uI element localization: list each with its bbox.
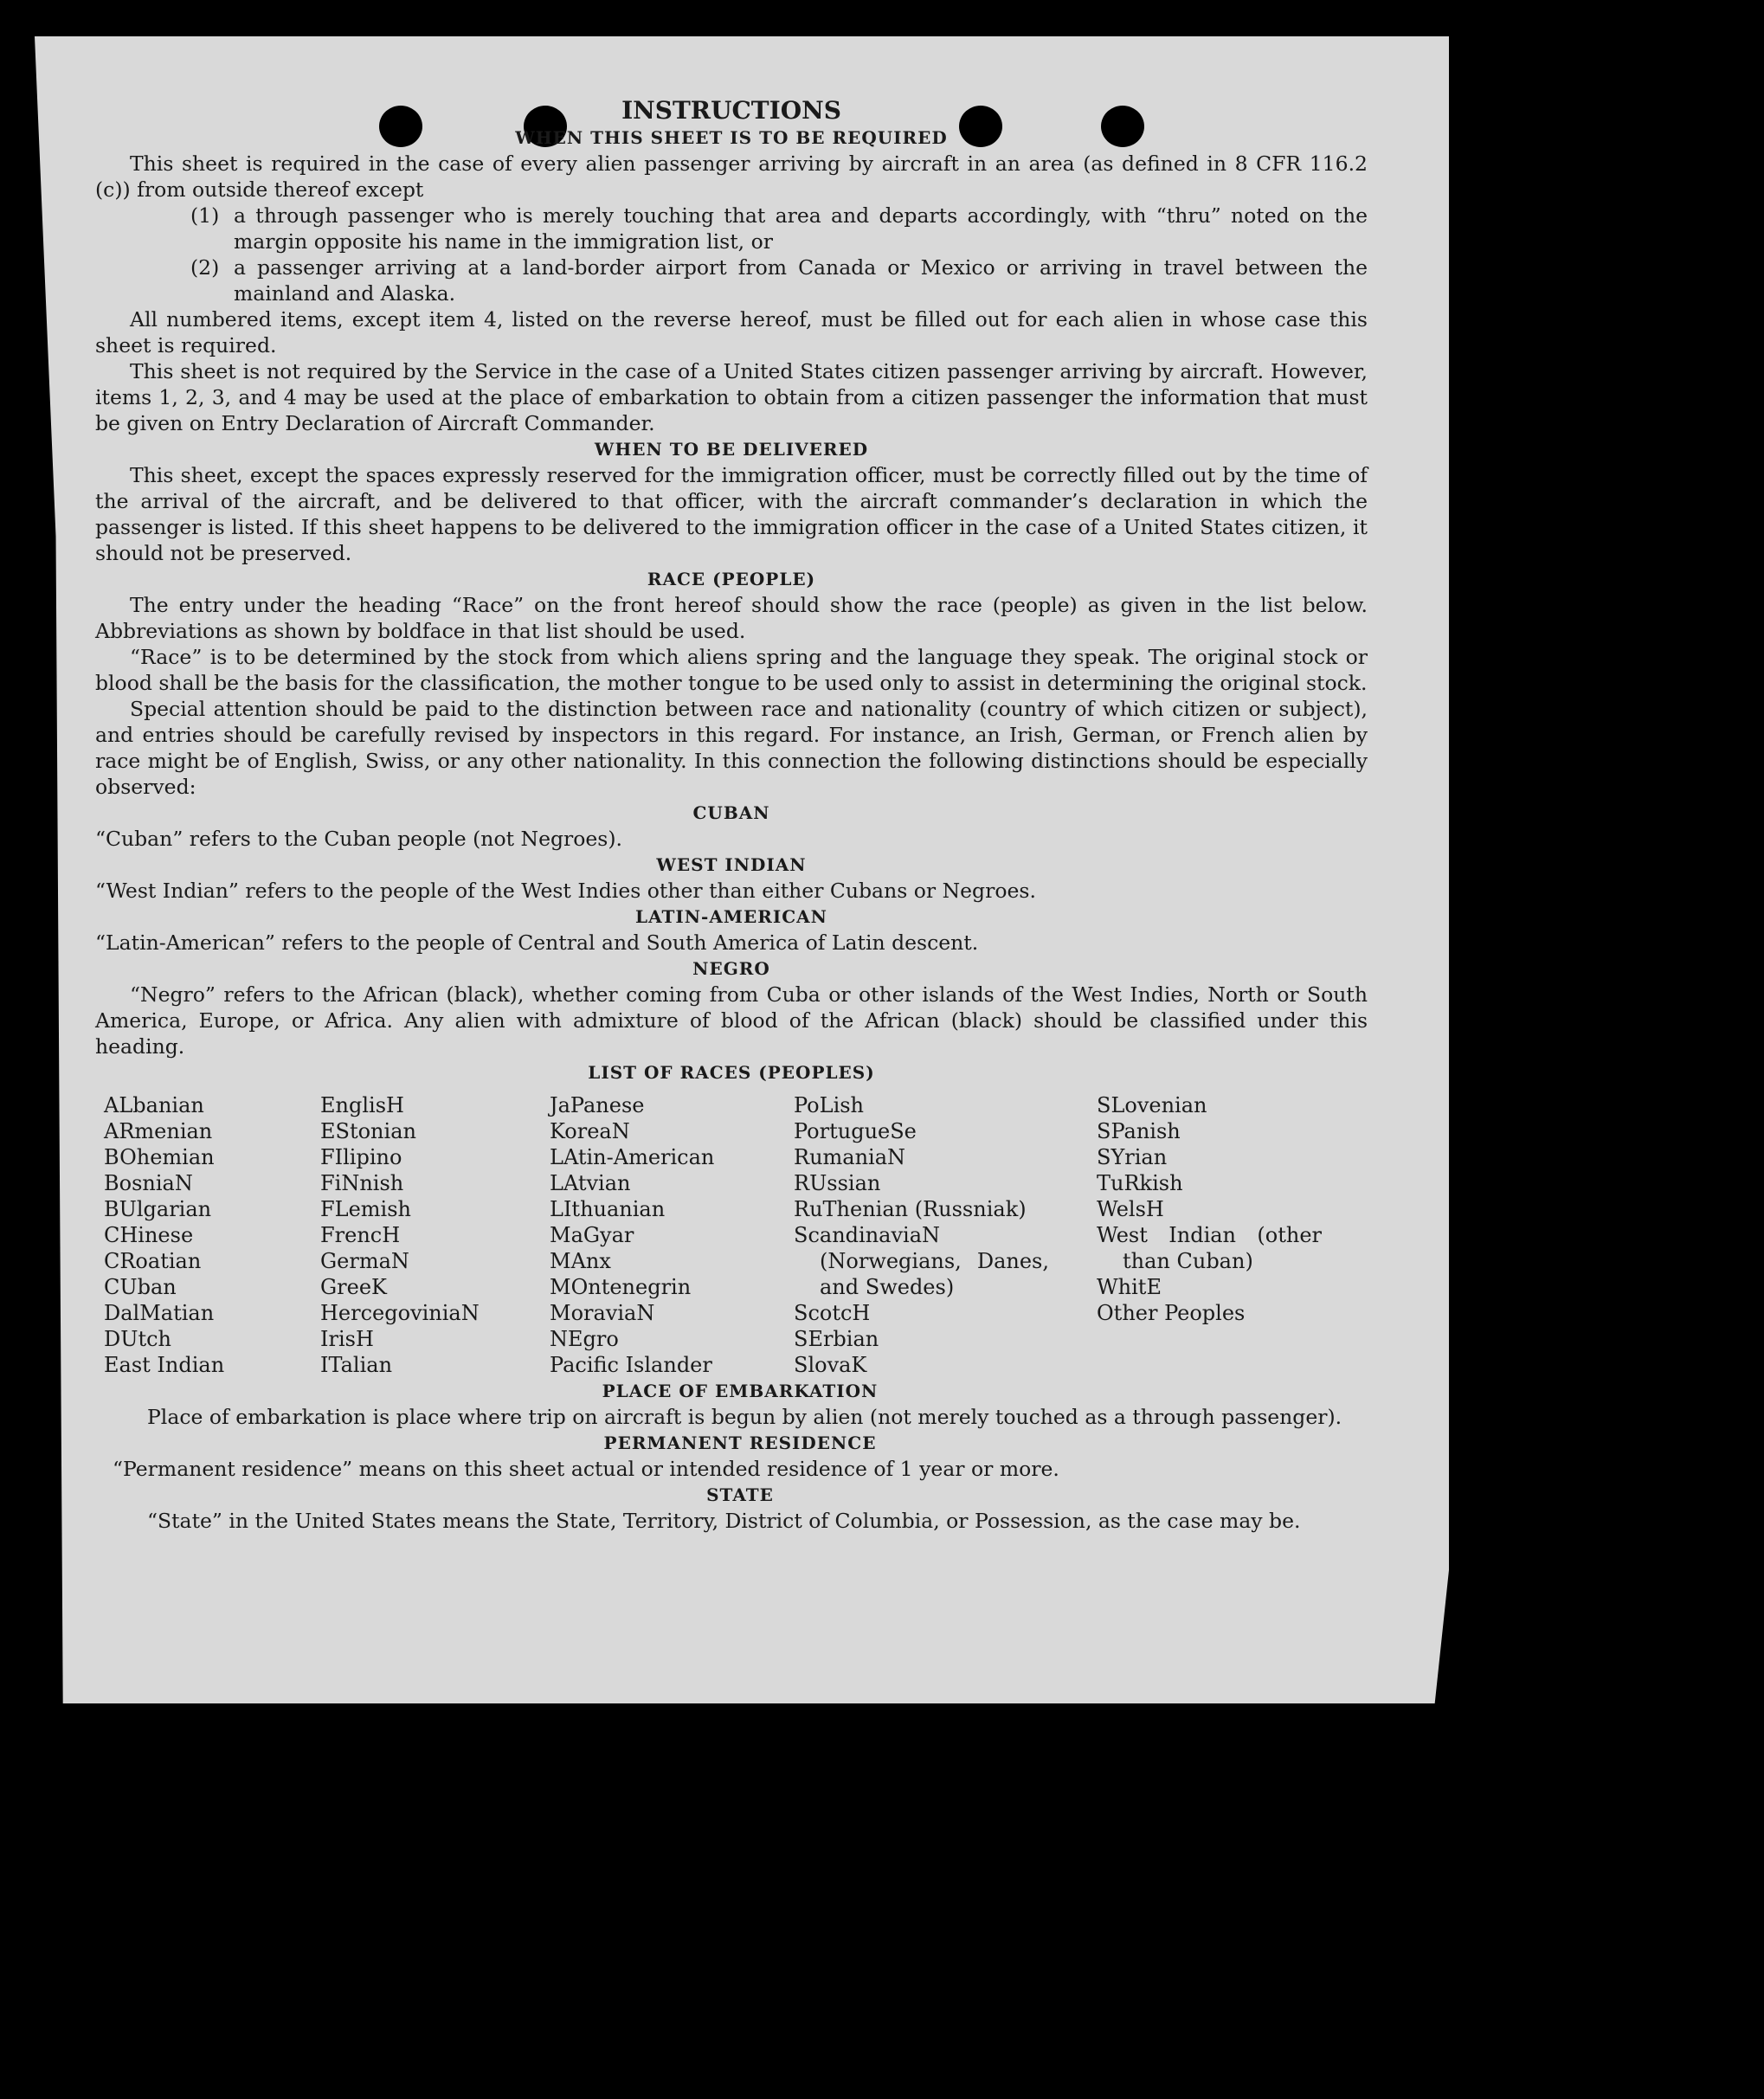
race-entry: SlovaK (794, 1353, 867, 1377)
item-text: a through passenger who is merely touching that area and departs accordingly, with “thru” noted on the margin opposite his name in the immigration list, or (234, 203, 1368, 254)
race-entry: FiNnish (320, 1171, 404, 1195)
section-heading: PERMANENT RESIDENCE (603, 1433, 877, 1453)
race-entry: MAnx (550, 1249, 611, 1273)
race-entry: WelsH (1097, 1197, 1164, 1221)
race-entry: BUlgarian (104, 1197, 212, 1221)
race-entry: ALbanian (104, 1093, 204, 1117)
race-entry: GreeK (320, 1275, 387, 1299)
definition: Place of embarkation is place where trip on aircraft is begun by alien (not merely touched as a through passenger). (147, 1405, 1342, 1429)
definition: “Permanent residence” means on this sheet actual or intended residence of 1 year or more. (113, 1457, 1059, 1481)
section-heading: WEST INDIAN (656, 854, 807, 875)
races-column (550, 1092, 794, 1378)
race-entry: JaPanese (550, 1093, 645, 1117)
race-entry: NEgro (550, 1327, 619, 1351)
race-entry: FrencH (320, 1223, 401, 1247)
section-heading: LATIN-AMERICAN (635, 906, 827, 927)
races-column (104, 1092, 320, 1378)
race-entry: RumaniaN (794, 1145, 906, 1169)
race-entry: ARmenian (104, 1119, 213, 1143)
item-text: a passenger arriving at a land-border airport from Canada or Mexico or arriving in travel between the mainland and Alaska. (234, 255, 1368, 306)
section-heading: PLACE OF EMBARKATION (602, 1381, 879, 1401)
race-entry: BOhemian (104, 1145, 215, 1169)
race-entry: West Indian (other than Cuban) (1097, 1223, 1322, 1273)
closing-sections (113, 1378, 1368, 1534)
race-entry: Pacific Islander (550, 1353, 712, 1377)
race-entry: PortugueSe (794, 1119, 917, 1143)
section-heading: WHEN THIS SHEET IS TO BE REQUIRED (515, 127, 948, 148)
race-entry: RUssian (794, 1171, 881, 1195)
section-heading: CUBAN (692, 802, 770, 823)
paragraph: This sheet is not required by the Service in the case of a United States citizen passenger arriving by aircraft. However, items 1, 2, 3, and 4 may be used at the place of embarkation to obtain from a citizen passenger the information that must be given on Entry Declaration of Aircraft Commander. (95, 359, 1368, 435)
race-entry: LAtin-American (550, 1145, 715, 1169)
paragraph: This sheet is required in the case of every alien passenger arriving by aircraft in an area (as defined in 8 CFR 116.2 (c)) from outside thereof except (95, 151, 1368, 202)
race-entry: SYrian (1097, 1145, 1168, 1169)
race-entry: LAtvian (550, 1171, 631, 1195)
definition: “Negro” refers to the African (black), whether coming from Cuba or other islands of the West Indies, North or South America, Europe, or Africa. Any alien with admixture of blood of the African (black) should be classified under this heading. (95, 982, 1368, 1059)
race-entry: IrisH (320, 1327, 374, 1351)
item-number: (2) (190, 255, 220, 280)
race-entry: SLovenian (1097, 1093, 1207, 1117)
races-list (104, 1092, 1368, 1378)
list-item (190, 254, 1368, 306)
item-number: (1) (190, 203, 220, 228)
race-entry: SPanish (1097, 1119, 1181, 1143)
instructions-body (95, 97, 1368, 1534)
race-entry: ScandinaviaN (Norwegians, Danes, and Swedes) (794, 1223, 1049, 1299)
list-item (190, 203, 1368, 254)
race-entry: CRoatian (104, 1249, 202, 1273)
paragraph: This sheet, except the spaces expressly reserved for the immigration officer, must be correctly filled out by the time of the arrival of the aircraft, and be delivered to that officer, with the aircraft commander’s declaration in which the passenger is listed. If this sheet happens to be delivered to the immigration officer in the case of a United States citizen, it should not be preserved. (95, 463, 1368, 565)
race-entry: SErbian (794, 1327, 879, 1351)
definition: “Cuban” refers to the Cuban people (not Negroes). (95, 827, 623, 851)
definition: “West Indian” refers to the people of the West Indies other than either Cubans or Negroes. (95, 879, 1036, 903)
section-heading: WHEN TO BE DELIVERED (594, 439, 869, 460)
race-entry: TuRkish (1097, 1171, 1183, 1195)
page-title: INSTRUCTIONS (621, 96, 841, 125)
race-entry: ITalian (320, 1353, 393, 1377)
race-entry: WhitE (1097, 1275, 1162, 1299)
race-entry: ScotcH (794, 1301, 871, 1325)
race-entry: PoLish (794, 1093, 865, 1117)
section-heading: NEGRO (692, 958, 770, 979)
race-entry: GermaN (320, 1249, 409, 1273)
race-entry: MoraviaN (550, 1301, 655, 1325)
races-column (320, 1092, 550, 1378)
paragraph: Special attention should be paid to the distinction between race and nationality (country of which citizen or subject), and entries should be carefully revised by inspectors in this regard. For instance, an Irish, German, or French alien by race might be of English, Swiss, or any other nationality. In this connection the following distinctions should be especially observed: (95, 697, 1368, 799)
paragraph: “Race” is to be determined by the stock from which aliens spring and the language they speak. The original stock or blood shall be the basis for the classification, the mother tongue to be used only to assist in determining the original stock. (95, 645, 1368, 695)
race-entry: FIlipino (320, 1145, 402, 1169)
race-entry: MaGyar (550, 1223, 634, 1247)
paragraph: All numbered items, except item 4, listed on the reverse hereof, must be filled out for each alien in whose case this sheet is required. (95, 307, 1368, 357)
races-column (1097, 1092, 1322, 1378)
race-entry: EStonian (320, 1119, 416, 1143)
race-entry: RuThenian (Russniak) (794, 1197, 1027, 1221)
race-entry: DalMatian (104, 1301, 215, 1325)
race-entry: MOntenegrin (550, 1275, 692, 1299)
race-entry: CUban (104, 1275, 177, 1299)
section-heading: RACE (PEOPLE) (647, 569, 816, 589)
race-entry: CHinese (104, 1223, 194, 1247)
definition: “Latin-American” refers to the people of Central and South America of Latin descent. (95, 930, 979, 955)
race-entry: LIthuanian (550, 1197, 666, 1221)
race-entry: BosniaN (104, 1171, 193, 1195)
race-entry: FLemish (320, 1197, 411, 1221)
race-entry: KoreaN (550, 1119, 630, 1143)
paragraph: The entry under the heading “Race” on the front hereof should show the race (people) as given in the list below. Abbreviations as shown by boldface in that list should be used. (95, 593, 1368, 643)
race-entry: DUtch (104, 1327, 172, 1351)
race-entry: Other Peoples (1097, 1301, 1246, 1325)
section-heading: STATE (706, 1484, 774, 1505)
race-entry: East Indian (104, 1353, 225, 1377)
race-entry: HercegoviniaN (320, 1301, 480, 1325)
section-heading: LIST OF RACES (PEOPLES) (588, 1062, 875, 1083)
races-column (794, 1092, 1049, 1378)
race-entry: EnglisH (320, 1093, 404, 1117)
definition: “State” in the United States means the State, Territory, District of Columbia, or Possession, as the case may be. (147, 1509, 1301, 1533)
